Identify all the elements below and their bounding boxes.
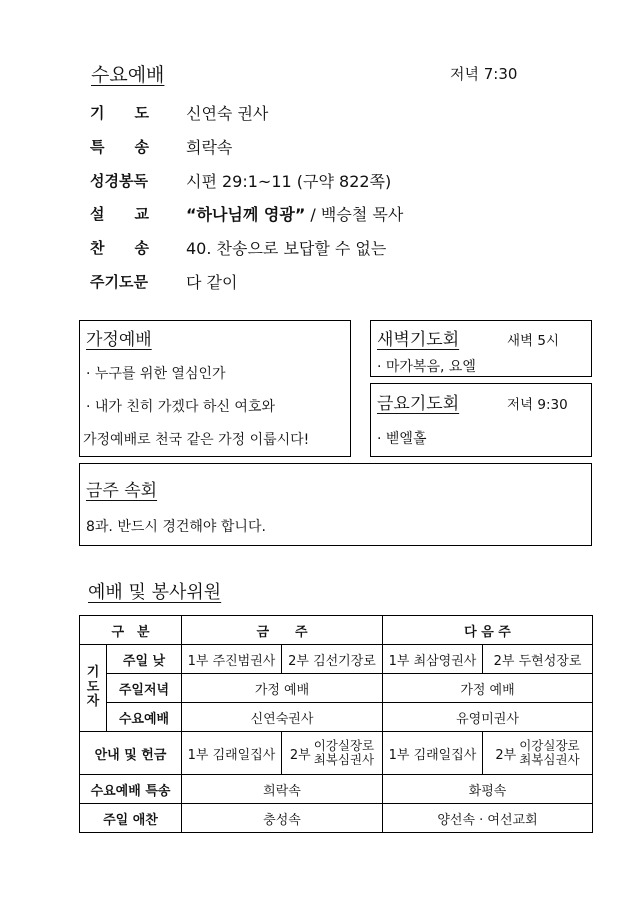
cell-guide-next-2 bbox=[483, 732, 593, 775]
family-worship-box bbox=[79, 320, 351, 457]
service-table-title: 예배 및 봉사위원 bbox=[88, 582, 222, 603]
guide-this-2-num: 2부 bbox=[289, 747, 311, 763]
friday-prayer-time: 저녁 9:30 bbox=[507, 397, 568, 413]
guide-this-2-names: 이강실장로 최복심권사 bbox=[313, 738, 375, 767]
prayer-group-label: 기 도 자 bbox=[80, 645, 107, 732]
special-song-value: 희락속 bbox=[186, 138, 233, 157]
lords-prayer-value: 다 같이 bbox=[186, 273, 238, 292]
sermon-title: “하나님께 영광” bbox=[186, 205, 306, 224]
cell-special-song-next: 화평속 bbox=[383, 775, 593, 804]
header-this-week: 금 주 bbox=[182, 616, 383, 645]
friday-prayer-title: 금요기도회 bbox=[377, 394, 460, 414]
dawn-prayer-line: · 마가복음, 요엘 bbox=[377, 359, 476, 375]
scripture-label: 성경봉독 bbox=[90, 172, 148, 190]
wednesday-service-title: 수요예배 bbox=[91, 64, 165, 86]
weekly-meeting-box bbox=[79, 463, 592, 546]
row-label-sunday-day: 주일 낮 bbox=[107, 645, 182, 674]
row-label-sunday-meal: 주일 애찬 bbox=[80, 804, 182, 833]
cell-sunday-day-next-1: 1부 최삼영권사 bbox=[383, 645, 483, 674]
scripture-value: 시편 29:1~11 (구약 822쪽) bbox=[186, 172, 392, 191]
row-label-sunday-evening: 주일저녁 bbox=[107, 674, 182, 703]
cell-wednesday-this: 신연숙권사 bbox=[182, 703, 383, 732]
cell-wednesday-next: 유영미권사 bbox=[383, 703, 593, 732]
cell-guide-this-2 bbox=[282, 732, 383, 775]
row-label-guide: 안내 및 헌금 bbox=[80, 732, 182, 775]
guide-next-2-num: 2부 bbox=[495, 747, 517, 763]
prayer-value: 신연숙 권사 bbox=[186, 104, 269, 123]
hymn-value: 40. 찬송으로 보답할 수 없는 bbox=[186, 239, 387, 258]
cell-sunday-day-this-2: 2부 김선기장로 bbox=[282, 645, 383, 674]
hymn-label: 찬 송 bbox=[90, 239, 149, 257]
family-worship-line-1: · 누구를 위한 열심인가 bbox=[86, 366, 226, 382]
cell-guide-this-1: 1부 김래일집사 bbox=[182, 732, 282, 775]
friday-prayer-line: · 벧엘홀 bbox=[377, 431, 427, 447]
sermon-preacher: / 백승철 목사 bbox=[305, 205, 404, 224]
weekly-meeting-title: 금주 속회 bbox=[86, 481, 158, 501]
lords-prayer-label: 주기도문 bbox=[90, 273, 148, 291]
special-song-label: 특 송 bbox=[90, 138, 149, 156]
header-category: 구 분 bbox=[80, 616, 182, 645]
family-worship-line-2: · 내가 친히 가겠다 하신 여호와 bbox=[86, 399, 275, 415]
row-label-special-song: 수요예배 특송 bbox=[80, 775, 182, 804]
wednesday-service-time: 저녁 7:30 bbox=[450, 65, 518, 83]
cell-sunday-meal-this: 충성속 bbox=[182, 804, 383, 833]
header-next-week: 다 음 주 bbox=[383, 616, 593, 645]
sermon-label: 설 교 bbox=[90, 205, 149, 223]
dawn-prayer-title: 새벽기도회 bbox=[377, 330, 460, 350]
row-label-wednesday: 수요예배 bbox=[107, 703, 182, 732]
weekly-meeting-line: 8과. 반드시 경건해야 합니다. bbox=[86, 519, 266, 535]
service-table bbox=[79, 615, 593, 833]
dawn-prayer-box bbox=[370, 320, 592, 377]
family-worship-title: 가정예배 bbox=[86, 330, 152, 350]
sermon-value bbox=[186, 202, 403, 225]
family-worship-line-3: 가정예배로 천국 같은 가정 이룹시다! bbox=[83, 432, 310, 448]
cell-sunday-day-next-2: 2부 두현성장로 bbox=[483, 645, 593, 674]
cell-sunday-evening-this: 가정 예배 bbox=[182, 674, 383, 703]
cell-sunday-evening-next: 가정 예배 bbox=[383, 674, 593, 703]
cell-sunday-meal-next: 양선속 · 여선교회 bbox=[383, 804, 593, 833]
cell-guide-next-1: 1부 김래일집사 bbox=[383, 732, 483, 775]
dawn-prayer-time: 새벽 5시 bbox=[507, 333, 560, 349]
guide-next-2-names: 이강실장로 최복심권사 bbox=[519, 738, 580, 767]
prayer-label: 기 도 bbox=[90, 104, 149, 122]
cell-sunday-day-this-1: 1부 주진범권사 bbox=[182, 645, 282, 674]
friday-prayer-box bbox=[370, 383, 592, 457]
cell-special-song-this: 희락속 bbox=[182, 775, 383, 804]
